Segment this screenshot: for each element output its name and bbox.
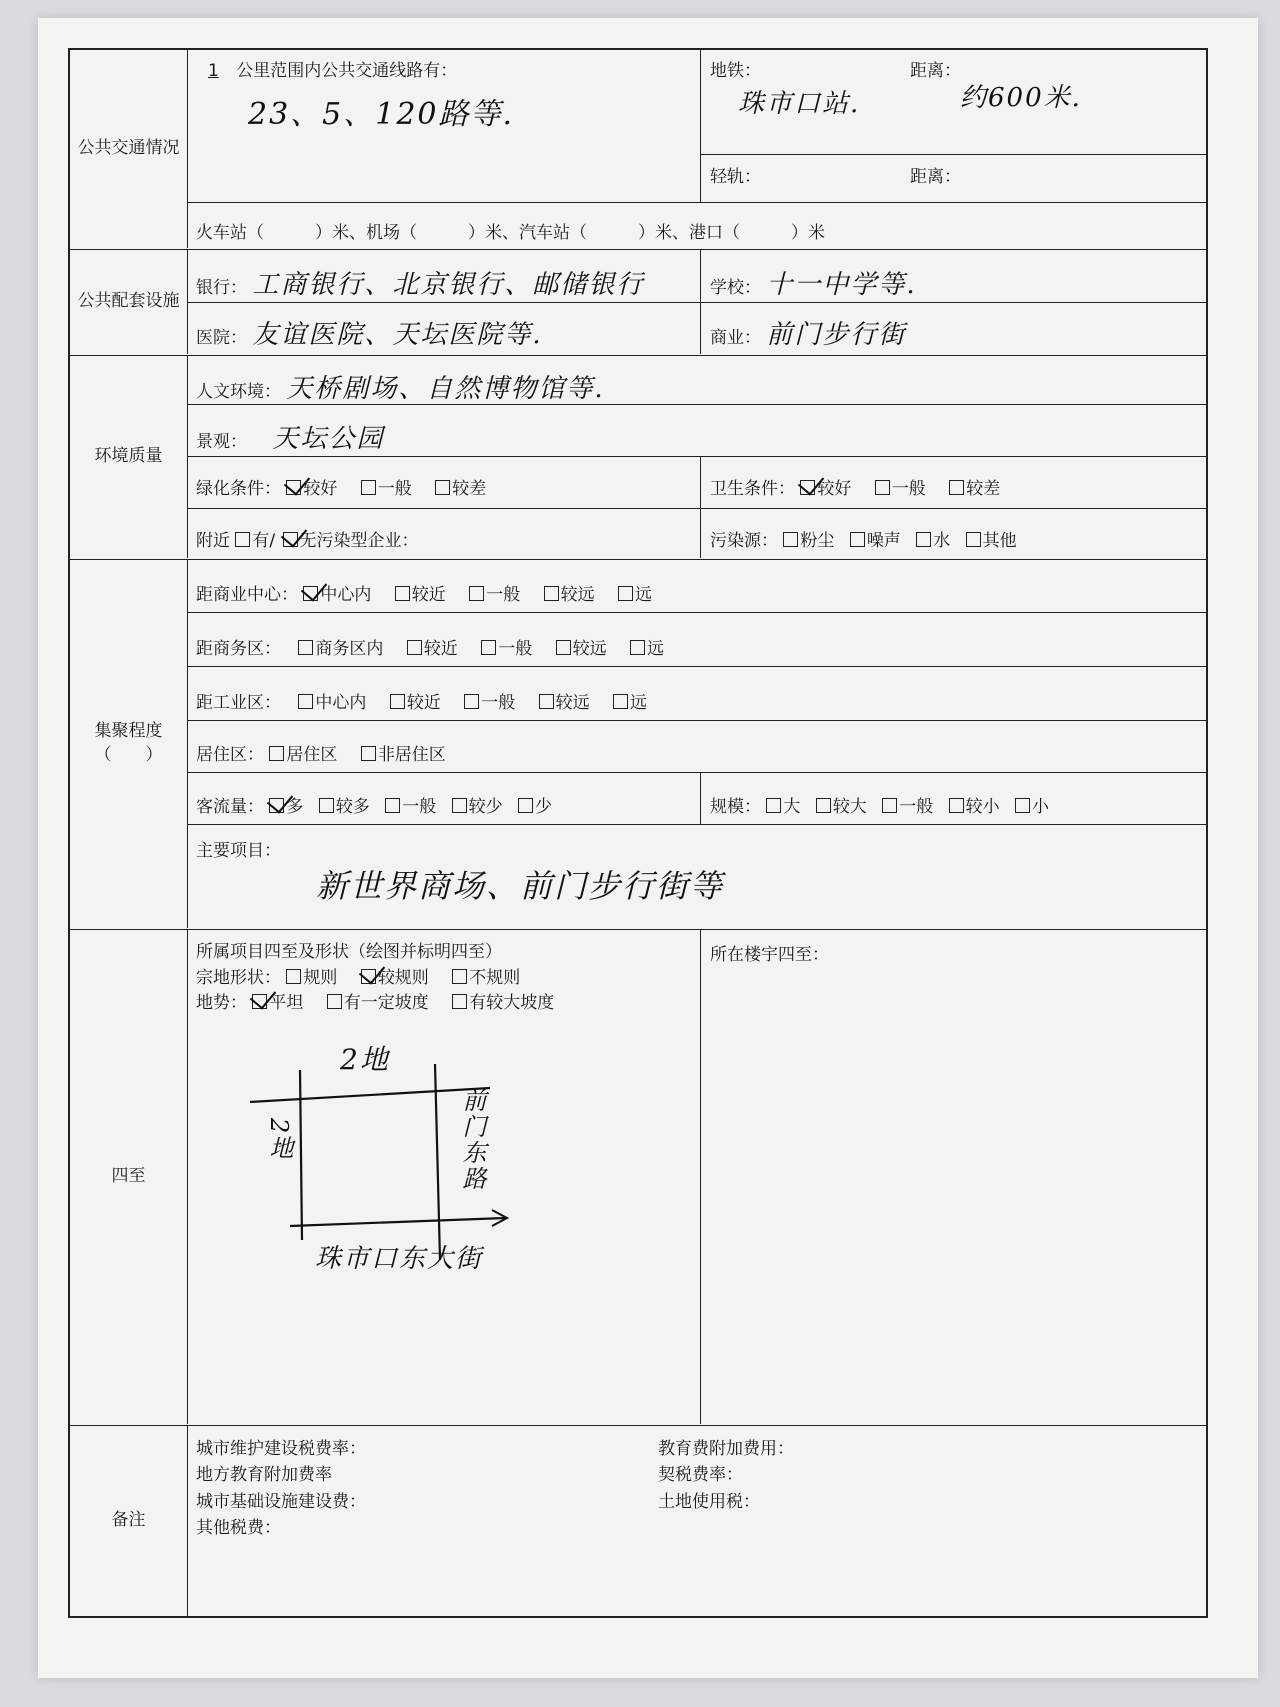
remarks-section bbox=[70, 1426, 1206, 1616]
remark-land-use-tax[interactable]: 土地使用税： bbox=[658, 1491, 760, 1512]
pollution-label: 污染源： bbox=[710, 531, 778, 551]
environment-section-label: 环境质量 bbox=[70, 356, 188, 558]
remark-city-maintenance[interactable]: 城市维护建设税费率： bbox=[196, 1439, 366, 1459]
checkbox-icon bbox=[395, 586, 410, 601]
scenery-label: 景观： bbox=[196, 432, 247, 452]
checkbox-icon bbox=[390, 694, 405, 709]
checkbox-icon bbox=[481, 640, 496, 655]
nearby-option-yes[interactable]: 有/ bbox=[235, 531, 275, 551]
remark-education-surcharge[interactable]: 教育费附加费用： bbox=[658, 1439, 794, 1459]
checkbox-icon bbox=[766, 798, 781, 813]
checkbox-icon bbox=[469, 586, 484, 601]
checkbox-icon bbox=[544, 586, 559, 601]
subway-distance-label: 距离： bbox=[910, 61, 961, 81]
hospital-cell bbox=[188, 308, 698, 357]
scale-label: 规模： bbox=[710, 797, 761, 817]
checkbox-checked-icon bbox=[361, 969, 376, 984]
checkbox-icon bbox=[361, 746, 376, 761]
traffic-option-few[interactable]: 少 bbox=[518, 797, 552, 817]
industrial-option-very-far[interactable]: 远 bbox=[613, 693, 647, 713]
radius-value[interactable]: 1 bbox=[208, 61, 219, 81]
business-option-very-far[interactable]: 远 bbox=[630, 639, 664, 659]
checkbox-icon bbox=[385, 798, 400, 813]
subway-label: 地铁： bbox=[710, 61, 761, 81]
commercial-option-normal[interactable]: 一般 bbox=[469, 585, 520, 605]
culture-label: 人文环境： bbox=[196, 382, 281, 402]
industrial-option-normal[interactable]: 一般 bbox=[464, 693, 515, 713]
bank-label: 银行： bbox=[196, 278, 247, 298]
residential-cell bbox=[188, 734, 1188, 771]
checkbox-icon bbox=[875, 480, 890, 495]
sketch-left-label: 2地 bbox=[265, 1118, 293, 1162]
environment-section bbox=[70, 356, 1206, 560]
checkbox-icon bbox=[966, 532, 981, 547]
checkbox-icon bbox=[518, 798, 533, 813]
traffic-label: 客流量： bbox=[196, 797, 264, 817]
scale-option-small[interactable]: 小 bbox=[1015, 797, 1049, 817]
checkbox-checked-icon bbox=[283, 532, 298, 547]
checkbox-icon bbox=[618, 586, 633, 601]
nearby-option-no[interactable]: 无污染型企业： bbox=[283, 531, 419, 551]
industrial-option-center[interactable]: 中心内 bbox=[298, 693, 366, 713]
checkbox-icon bbox=[916, 532, 931, 547]
checkbox-icon bbox=[298, 694, 313, 709]
sketch-top-line bbox=[250, 1088, 490, 1102]
bus-lines-value[interactable]: 23、5、120路等. bbox=[248, 97, 515, 132]
boundaries-section-label: 四至 bbox=[70, 930, 188, 1424]
checkbox-icon bbox=[882, 798, 897, 813]
sanitation-option-good[interactable]: 较好 bbox=[800, 479, 851, 499]
traffic-cell bbox=[188, 786, 698, 823]
residential-option-yes[interactable]: 居住区 bbox=[269, 745, 337, 765]
cluster-section-label bbox=[70, 560, 188, 928]
commerce-label: 商业： bbox=[710, 328, 761, 348]
commerce-cell bbox=[702, 308, 1202, 357]
nearby-cell bbox=[188, 520, 698, 557]
hospital-value[interactable]: 友谊医院、天坛医院等. bbox=[252, 320, 543, 350]
green-option-poor[interactable]: 较差 bbox=[435, 479, 486, 499]
traffic-option-fewer[interactable]: 较少 bbox=[452, 797, 503, 817]
pollution-option-other[interactable]: 其他 bbox=[966, 531, 1017, 551]
projects-value[interactable]: 新世界商场、前门步行街等 bbox=[316, 867, 725, 905]
school-value[interactable]: 十一中学等. bbox=[766, 270, 917, 300]
scale-option-large[interactable]: 大 bbox=[766, 797, 800, 817]
checkbox-icon bbox=[452, 994, 467, 1009]
checkbox-icon bbox=[613, 694, 628, 709]
checkbox-icon bbox=[816, 798, 831, 813]
shape-label: 宗地形状： bbox=[196, 967, 281, 988]
remarks-right bbox=[650, 1430, 1150, 1521]
business-option-near[interactable]: 较近 bbox=[407, 639, 458, 659]
checkbox-icon bbox=[1015, 798, 1030, 813]
checkbox-checked-icon bbox=[303, 586, 318, 601]
sanitation-cell bbox=[702, 468, 1202, 505]
checkbox-icon bbox=[286, 969, 301, 984]
subway-value[interactable]: 珠市口站. bbox=[738, 89, 861, 119]
sketch-bottom-line bbox=[290, 1218, 505, 1226]
remark-local-education[interactable]: 地方教育附加费率 bbox=[196, 1465, 332, 1486]
subway-cell bbox=[702, 50, 902, 126]
residential-label: 居住区： bbox=[196, 745, 264, 765]
sketch-right-line bbox=[435, 1064, 440, 1260]
traffic-option-normal[interactable]: 一般 bbox=[385, 797, 436, 817]
shape-option-irregular[interactable]: 不规则 bbox=[452, 968, 520, 988]
commercial-option-center[interactable]: 中心内 bbox=[303, 585, 371, 605]
green-option-good[interactable]: 较好 bbox=[286, 479, 337, 499]
transport-section-label: 公共交通情况 bbox=[70, 50, 188, 248]
commerce-value[interactable]: 前门步行街 bbox=[766, 320, 907, 350]
checkbox-icon bbox=[269, 746, 284, 761]
sketch-left-line bbox=[300, 1070, 302, 1240]
boundaries-section bbox=[70, 930, 1206, 1426]
hospital-label: 医院： bbox=[196, 328, 247, 348]
sketch-right-label: 前门东路 bbox=[458, 1088, 486, 1192]
boundary-options-cell bbox=[188, 934, 698, 1023]
traffic-option-many[interactable]: 多 bbox=[269, 797, 303, 817]
projects-cell bbox=[188, 830, 1188, 913]
sanitation-option-normal[interactable]: 一般 bbox=[875, 479, 926, 499]
culture-cell bbox=[188, 362, 1188, 411]
checkbox-icon bbox=[783, 532, 798, 547]
checkbox-icon bbox=[850, 532, 865, 547]
terrain-option-steep[interactable]: 有较大坡度 bbox=[452, 993, 554, 1013]
facilities-section bbox=[70, 250, 1206, 356]
cluster-section-paren: （ ） bbox=[94, 745, 163, 765]
remarks-left bbox=[188, 1430, 658, 1547]
shape-option-fairly-regular[interactable]: 较规则 bbox=[361, 968, 429, 988]
checkbox-icon bbox=[949, 480, 964, 495]
survey-form bbox=[68, 48, 1208, 1618]
industrial-option-far[interactable]: 较远 bbox=[539, 693, 590, 713]
checkbox-icon bbox=[327, 994, 342, 1009]
commercial-label: 距商业中心： bbox=[196, 585, 298, 605]
light-rail-distance-label: 距离： bbox=[910, 167, 961, 187]
bank-value[interactable]: 工商银行、北京银行、邮储银行 bbox=[252, 270, 645, 300]
industrial-option-near[interactable]: 较近 bbox=[390, 693, 441, 713]
checkbox-icon bbox=[452, 969, 467, 984]
remarks-section-label: 备注 bbox=[70, 1426, 188, 1616]
scale-option-smaller[interactable]: 较小 bbox=[949, 797, 1000, 817]
traffic-option-more[interactable]: 较多 bbox=[319, 797, 370, 817]
light-rail-label: 轻轨： bbox=[710, 167, 761, 187]
checkbox-icon bbox=[949, 798, 964, 813]
pollution-option-noise[interactable]: 噪声 bbox=[850, 531, 901, 551]
checkbox-icon bbox=[319, 798, 334, 813]
checkbox-checked-icon bbox=[252, 994, 267, 1009]
checkbox-checked-icon bbox=[269, 798, 284, 813]
scale-cell bbox=[702, 786, 1202, 823]
remark-deed-tax[interactable]: 契税费率： bbox=[658, 1465, 743, 1486]
sketch-bottom-label: 珠市口东大街 bbox=[315, 1244, 484, 1274]
business-label: 距商务区： bbox=[196, 639, 281, 659]
industrial-cell bbox=[188, 682, 1188, 719]
checkbox-icon bbox=[464, 694, 479, 709]
green-cell bbox=[188, 468, 698, 505]
checkbox-icon bbox=[556, 640, 571, 655]
building-boundaries-label: 所在楼宇四至： bbox=[710, 945, 829, 965]
checkbox-icon bbox=[235, 532, 250, 547]
pollution-option-water[interactable]: 水 bbox=[916, 531, 950, 551]
checkbox-icon bbox=[630, 640, 645, 655]
business-option-normal[interactable]: 一般 bbox=[481, 639, 532, 659]
residential-option-no[interactable]: 非居住区 bbox=[361, 745, 446, 765]
green-label: 绿化条件： bbox=[196, 479, 281, 499]
commercial-option-far[interactable]: 较远 bbox=[544, 585, 595, 605]
industrial-label: 距工业区： bbox=[196, 693, 281, 713]
business-option-inside[interactable]: 商务区内 bbox=[298, 639, 383, 659]
transport-section bbox=[70, 50, 1206, 250]
subway-distance-value[interactable]: 约600米. bbox=[960, 83, 1082, 113]
sanitation-option-poor[interactable]: 较差 bbox=[949, 479, 1000, 499]
school-label: 学校： bbox=[710, 278, 761, 298]
station-distances[interactable]: 火车站（ ）米、机场（ ）米、汽车站（ ）米、港口（ ）米 bbox=[196, 223, 825, 243]
sanitation-label: 卫生条件： bbox=[710, 479, 795, 499]
commercial-cell bbox=[188, 574, 1188, 611]
checkbox-checked-icon bbox=[800, 480, 815, 495]
scenery-cell bbox=[188, 412, 1188, 461]
scale-option-normal[interactable]: 一般 bbox=[882, 797, 933, 817]
facilities-section-label: 公共配套设施 bbox=[70, 250, 188, 354]
checkbox-icon bbox=[539, 694, 554, 709]
green-option-normal[interactable]: 一般 bbox=[361, 479, 412, 499]
cluster-section bbox=[70, 560, 1206, 930]
checkbox-checked-icon bbox=[286, 480, 301, 495]
pollution-cell bbox=[702, 520, 1202, 557]
business-option-far[interactable]: 较远 bbox=[556, 639, 607, 659]
shape-option-regular[interactable]: 规则 bbox=[286, 968, 337, 988]
projects-label: 主要项目： bbox=[196, 841, 281, 861]
scale-option-larger[interactable]: 较大 bbox=[816, 797, 867, 817]
school-cell bbox=[702, 258, 1202, 307]
culture-value[interactable]: 天桥剧场、自然博物馆等. bbox=[286, 374, 605, 404]
checkbox-icon bbox=[452, 798, 467, 813]
remark-other-taxes[interactable]: 其他税费： bbox=[196, 1518, 281, 1539]
bus-lines-cell bbox=[188, 50, 698, 139]
checkbox-icon bbox=[407, 640, 422, 655]
commercial-option-very-far[interactable]: 远 bbox=[618, 585, 652, 605]
terrain-option-slope[interactable]: 有一定坡度 bbox=[327, 993, 429, 1013]
terrain-option-flat[interactable]: 平坦 bbox=[252, 993, 303, 1013]
boundary-title: 所属项目四至及形状（绘图并标明四至） bbox=[196, 942, 502, 962]
bank-cell bbox=[188, 258, 698, 307]
checkbox-icon bbox=[435, 480, 450, 495]
commercial-option-near[interactable]: 较近 bbox=[395, 585, 446, 605]
pollution-option-dust[interactable]: 粉尘 bbox=[783, 531, 834, 551]
remark-infrastructure[interactable]: 城市基础设施建设费： bbox=[196, 1491, 366, 1512]
radius-label: 公里范围内公共交通线路有： bbox=[236, 61, 458, 81]
checkbox-icon bbox=[298, 640, 313, 655]
cluster-section-title: 集聚程度 bbox=[94, 721, 163, 742]
nearby-prefix: 附近 bbox=[196, 531, 230, 551]
business-cell bbox=[188, 628, 1188, 665]
scenery-value[interactable]: 天坛公园 bbox=[272, 424, 385, 454]
checkbox-icon bbox=[361, 480, 376, 495]
sketch-top-label: 2地 bbox=[340, 1043, 390, 1076]
terrain-label: 地势： bbox=[196, 993, 247, 1013]
subway-distance-cell bbox=[902, 50, 1202, 120]
